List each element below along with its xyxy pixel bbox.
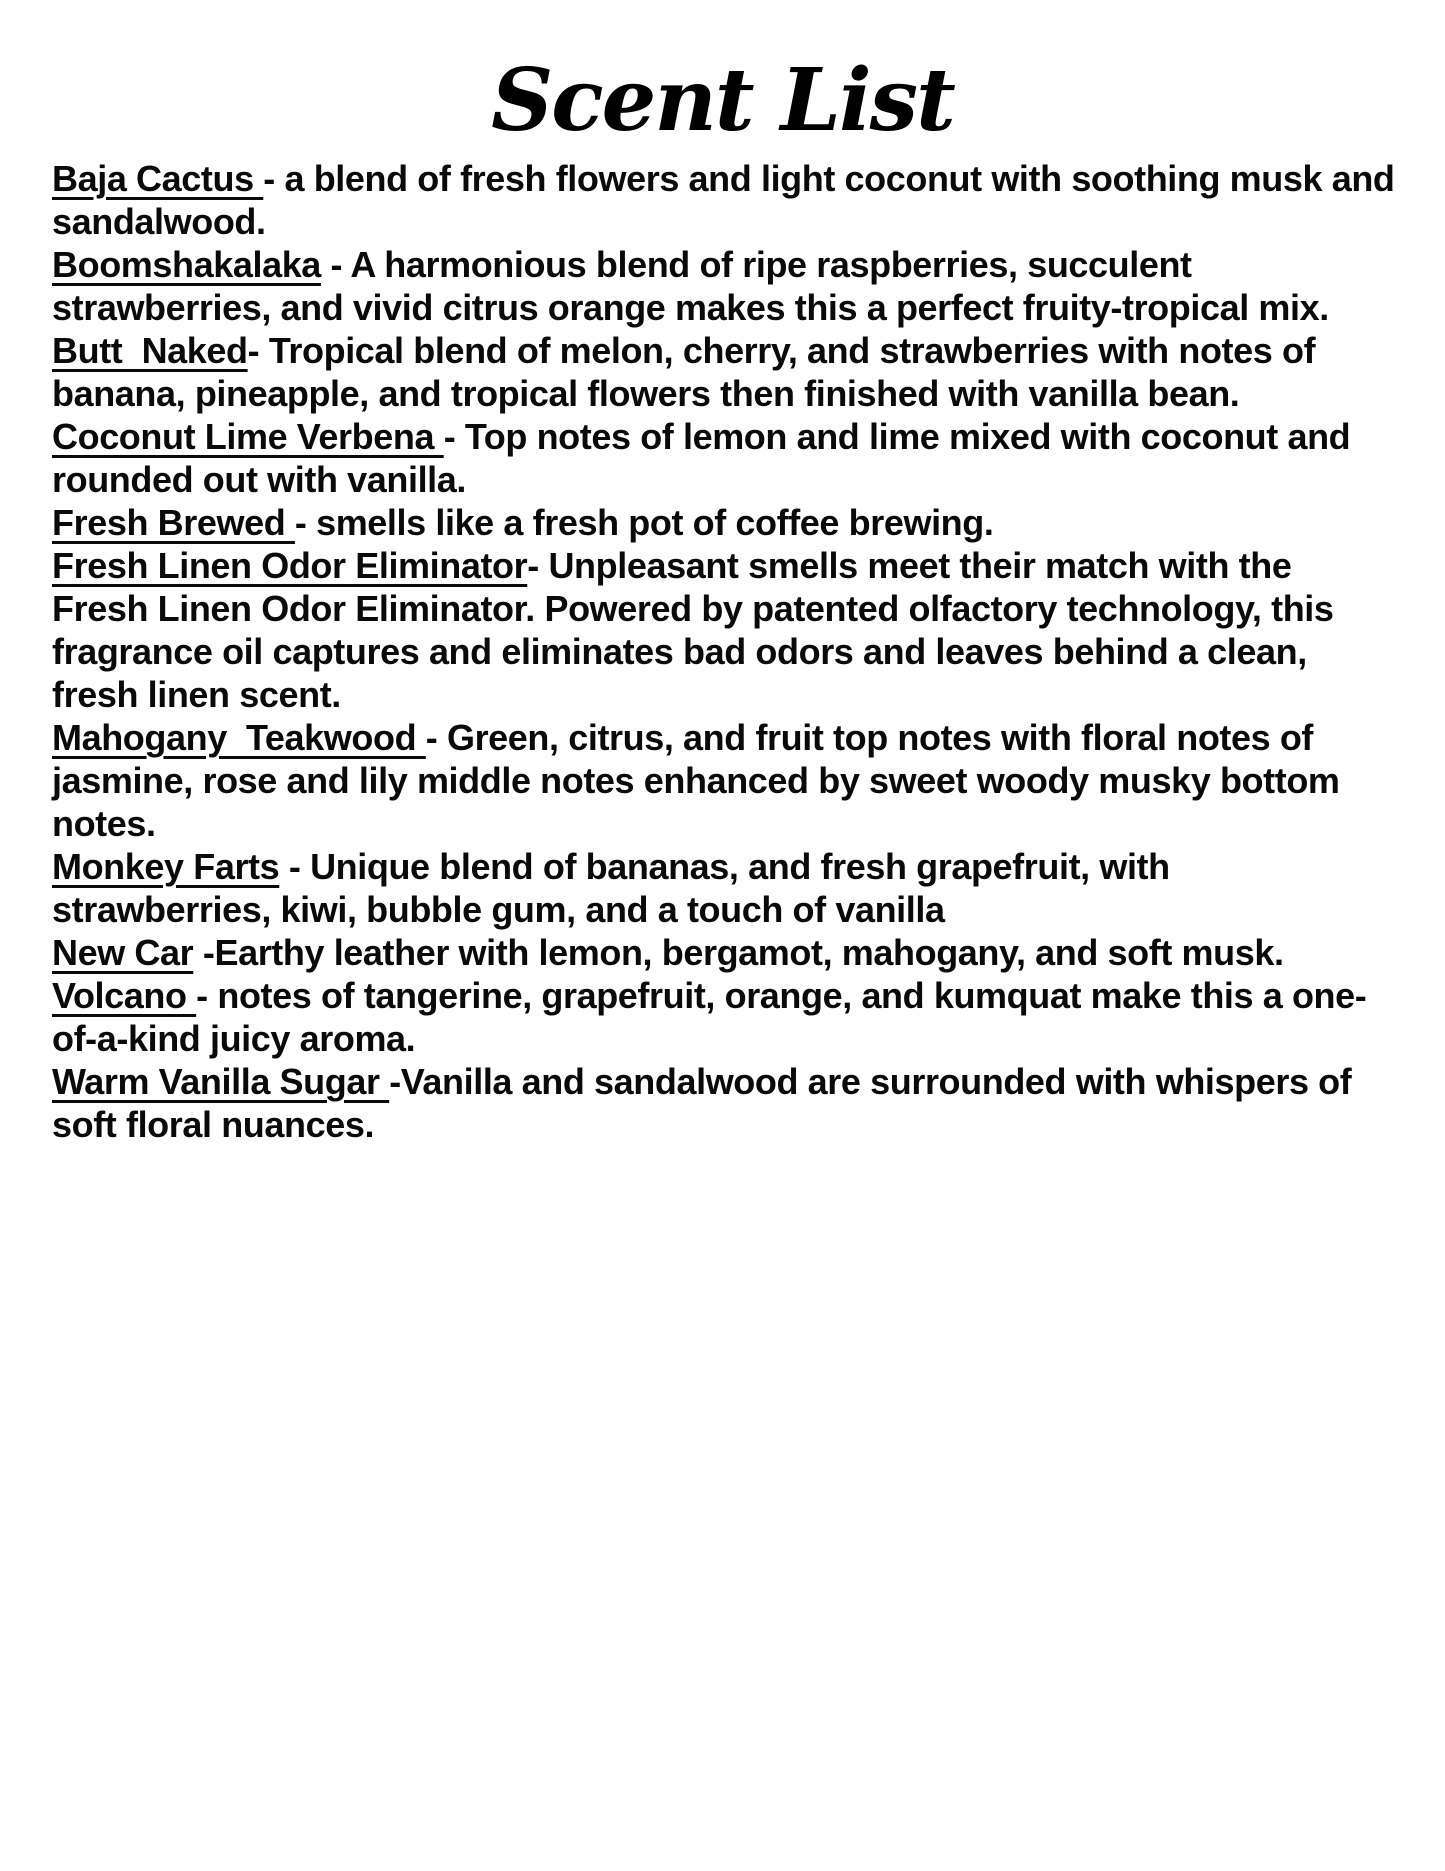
scent-description: -Vanilla and sandalwood are surrounded with whispers of soft floral nuances. [52,1060,1361,1145]
scent-name: Coconut Lime Verbena [52,415,444,457]
scent-description: -Earthy leather with lemon, bergamot, mahogany, and soft musk. [193,931,1284,973]
scent-entry [52,415,1397,501]
scent-name: Monkey Farts [52,845,280,887]
scent-entry [52,716,1397,845]
scent-name: Mahogany Teakwood [52,716,426,758]
scent-name: New Car [52,931,194,973]
scent-name: Fresh Linen Odor Eliminator [52,544,528,586]
scent-list [52,157,1405,1146]
scent-name: Butt Naked [52,329,248,371]
scent-name: Boomshakalaka [52,243,321,285]
scent-description: - Green, citrus, and fruit top notes with floral notes of jasmine, rose and lily middle notes enhanced by sweet woody musky bottom notes. [52,716,1350,844]
scent-description: - notes of tangerine, grapefruit, orange, and kumquat make this a one-of-a-kind juicy aroma. [52,974,1367,1059]
scent-description: - A harmonious blend of ripe raspberries, succulent strawberries, and vivid citrus orange makes this a perfect fruity-tropical mix. [52,243,1329,328]
scent-entry [52,329,1397,415]
scent-description: - Unpleasant smells meet their match with the Fresh Linen Odor Eliminator. Powered by patented olfactory technology, this fragrance oil captures and eliminates bad odors and leaves behind a clean, fresh linen scent. [52,544,1344,715]
scent-entry [52,157,1405,243]
scent-description: - Tropical blend of melon, cherry, and strawberries with notes of banana, pineapple, and tropical flowers then finished with vanilla bean. [52,329,1325,414]
scent-entry [52,544,1397,716]
scent-description: - Top notes of lemon and lime mixed with coconut and rounded out with vanilla. [52,415,1360,500]
scent-entry [52,974,1397,1060]
scent-entry [52,501,1397,544]
scent-description: - a blend of fresh flowers and light coconut with soothing musk and sandalwood. [52,157,1405,242]
scent-entry [52,1060,1397,1146]
scent-entry [52,845,1397,931]
scent-description: - smells like a fresh pot of coffee brewing. [294,501,994,543]
scent-entry [52,243,1397,329]
scent-name: Baja Cactus [52,157,264,199]
scent-name: Fresh Brewed [52,501,295,543]
page-title: Scent List [491,50,954,151]
scent-entry [52,931,1397,974]
scent-name: Warm Vanilla Sugar [52,1060,390,1102]
scent-description: - Unique blend of bananas, and fresh grapefruit, with strawberries, kiwi, bubble gum, and a touch of vanilla [52,845,1180,930]
scent-name: Volcano [52,974,197,1016]
